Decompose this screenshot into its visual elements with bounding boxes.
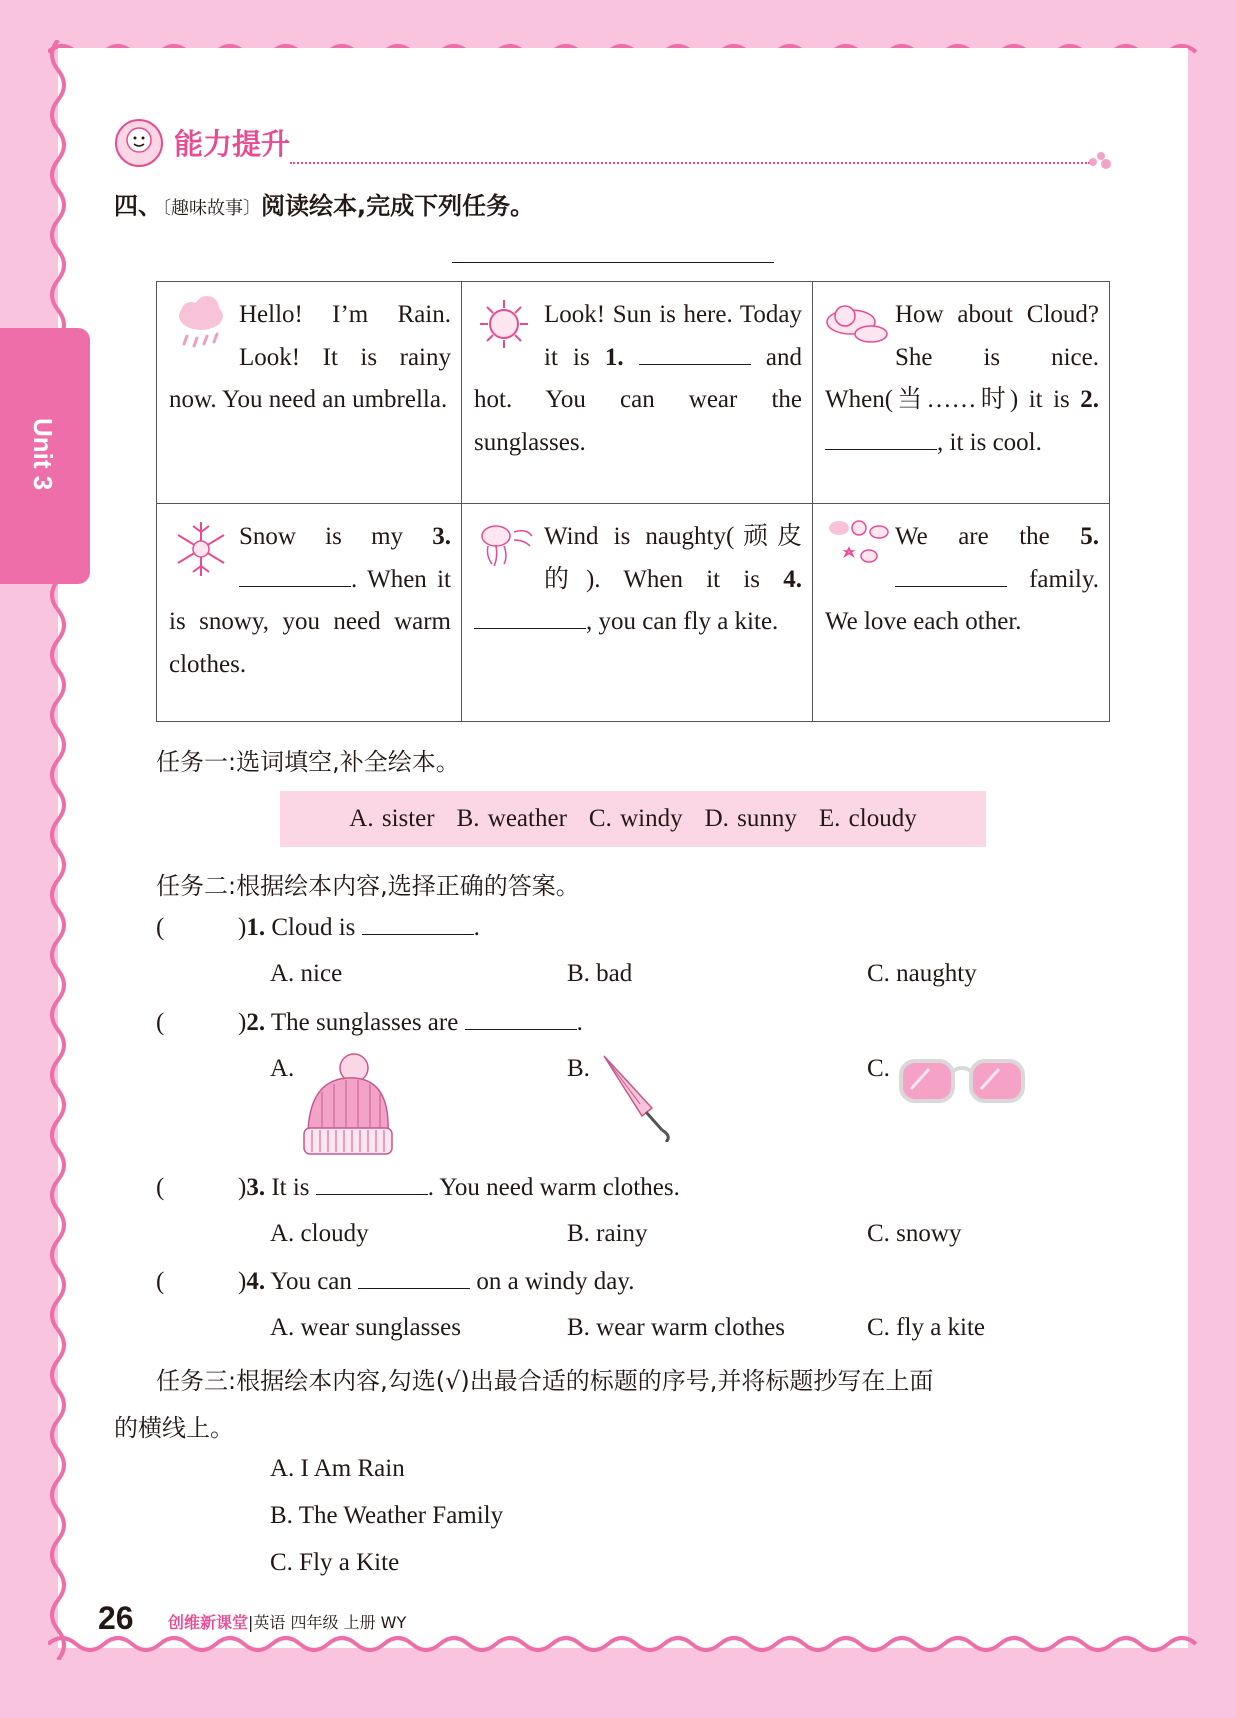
story-text-family-b: family. We love each other.	[825, 565, 1099, 635]
wavy-border-bottom	[48, 1630, 1198, 1658]
question-instruction: 阅读绘本,完成下列任务。	[261, 192, 535, 220]
question-stem-1b: .	[473, 914, 480, 941]
bracket-close-4: )	[238, 1268, 247, 1295]
word-option-e: E. cloudy	[818, 805, 917, 832]
story-cell-wind	[462, 504, 813, 722]
rain-cloud-icon	[169, 294, 233, 360]
unit-tab-label: Unit 3	[28, 418, 58, 491]
q2-option-b[interactable]: B.	[567, 1055, 590, 1082]
task2-title: 任务二:根据绘本内容,选择正确的答案。	[156, 872, 580, 900]
task3-option-b[interactable]: B. The Weather Family	[270, 1502, 504, 1529]
question-number-2: 2.	[246, 1009, 266, 1036]
word-option-c: C. windy	[588, 805, 683, 832]
question-blank-1[interactable]	[362, 912, 474, 935]
question-blank-4[interactable]	[358, 1266, 470, 1289]
answer-bracket-4[interactable]: (	[156, 1268, 165, 1295]
word-option-a: A. sister	[349, 805, 435, 832]
closed-umbrella-icon	[596, 1050, 682, 1142]
footer-details: |英语 四年级 上册 WY	[248, 1613, 407, 1632]
story-text-sun-a: Look! Sun is here. Today it is	[544, 301, 802, 371]
snowflake-icon	[169, 516, 233, 582]
q4-option-a[interactable]: A. wear sunglasses	[270, 1314, 461, 1341]
question-4	[156, 1266, 634, 1296]
q2-option-c[interactable]: C.	[867, 1055, 890, 1082]
story-table	[156, 281, 1110, 722]
question-stem-2a: The sunglasses are	[265, 1009, 465, 1036]
story-text-cloud-a: How about Cloud? She is nice. When(当……时) it is	[825, 301, 1099, 413]
word-bank	[280, 791, 986, 847]
header-divider	[290, 162, 1090, 164]
q4-option-c[interactable]: C. fly a kite	[867, 1314, 986, 1341]
story-text-cloud-b: , it is cool.	[937, 428, 1042, 456]
wavy-border-left	[44, 40, 72, 1660]
question-stem-3a: It is	[265, 1174, 316, 1201]
blank-2[interactable]	[825, 427, 937, 450]
q4-option-b[interactable]: B. wear warm clothes	[567, 1314, 785, 1341]
page-number: 26	[98, 1600, 134, 1636]
bracket-close-1: )	[238, 914, 247, 941]
blank-number-2: 2.	[1080, 386, 1099, 413]
blank-number-3: 3.	[432, 523, 451, 550]
story-cell-snow	[157, 504, 462, 722]
story-text-sun-b: and hot. You can wear the sunglasses.	[474, 343, 802, 456]
blank-3[interactable]	[239, 564, 351, 587]
word-option-d: D. sunny	[704, 805, 797, 832]
question-stem-1a: Cloud is	[265, 914, 362, 941]
q3-option-a[interactable]: A. cloudy	[270, 1220, 369, 1247]
task3-option-c[interactable]: C. Fly a Kite	[270, 1549, 400, 1576]
question-stem-3b: . You need warm clothes.	[427, 1174, 680, 1201]
q3-option-c[interactable]: C. snowy	[867, 1220, 962, 1247]
question-3	[156, 1172, 680, 1202]
footer-brand: 创维新课堂	[168, 1613, 249, 1632]
story-text-snow-b: . When it is snowy, you need warm clothes.	[169, 565, 451, 678]
q3-option-b[interactable]: B. rainy	[567, 1220, 648, 1247]
question-stem-4a: You can	[265, 1268, 359, 1295]
story-text-snow-a: Snow is my	[239, 523, 433, 550]
question-number-1: 1.	[246, 914, 266, 941]
story-cell-cloud	[813, 282, 1110, 504]
story-cell-sun	[462, 282, 813, 504]
q1-option-b[interactable]: B. bad	[567, 960, 633, 987]
task3-title-line2: 的横线上。	[114, 1414, 234, 1442]
story-text-wind-b: , you can fly a kite.	[586, 608, 779, 635]
question-stem-2b: .	[576, 1009, 583, 1036]
blank-1[interactable]	[639, 342, 751, 365]
question-tag: 〔趣味故事〕	[162, 198, 261, 219]
blank-number-5: 5.	[1080, 523, 1099, 550]
footer-info	[168, 1610, 406, 1633]
answer-bracket-3[interactable]: (	[156, 1174, 165, 1201]
question-number-4: 4.	[246, 1268, 266, 1295]
story-text-family-a: We are the	[895, 523, 1081, 550]
task3-title-line1: 任务三:根据绘本内容,勾选(√)出最合适的标题的序号,并将标题抄写在上面	[156, 1367, 934, 1395]
question-1	[156, 912, 480, 942]
decorative-dots-icon	[1088, 150, 1112, 170]
q2-option-a[interactable]: A.	[270, 1055, 295, 1082]
question-stem-4b: on a windy day.	[470, 1268, 635, 1295]
story-text-rain: Hello! I’m Rain. Look! It is rainy now. You need an umbrella.	[169, 301, 451, 413]
q1-option-c[interactable]: C. naughty	[867, 960, 977, 987]
sun-icon	[474, 294, 538, 360]
blank-number-4: 4.	[783, 565, 802, 593]
blank-number-1: 1.	[604, 343, 624, 371]
answer-bracket-1[interactable]: (	[156, 914, 165, 941]
word-option-b: B. weather	[456, 805, 567, 832]
answer-bracket-2[interactable]: (	[156, 1009, 165, 1036]
bracket-close-3: )	[238, 1174, 247, 1201]
bracket-close-2: )	[238, 1009, 247, 1036]
question-blank-2[interactable]	[465, 1007, 577, 1030]
question-title	[114, 186, 534, 221]
knit-hat-icon	[300, 1052, 394, 1158]
story-title-blank[interactable]	[452, 262, 774, 263]
weather-family-icon	[825, 516, 889, 582]
mascot-icon	[114, 118, 164, 168]
blank-4[interactable]	[474, 606, 586, 629]
unit-side-tab	[0, 328, 90, 584]
q1-option-a[interactable]: A. nice	[270, 960, 343, 987]
question-number: 四、	[114, 192, 162, 220]
story-text-wind-a: Wind is naughty(顽皮的). When it is	[544, 523, 802, 593]
story-cell-family	[813, 504, 1110, 722]
question-number-3: 3.	[246, 1174, 266, 1201]
section-title: 能力提升	[174, 127, 291, 161]
task3-option-a[interactable]: A. I Am Rain	[270, 1455, 405, 1482]
question-blank-3[interactable]	[316, 1172, 428, 1195]
wind-icon	[474, 516, 538, 582]
question-2	[156, 1007, 583, 1037]
cloud-icon	[825, 294, 889, 360]
sunglasses-icon	[897, 1055, 1027, 1107]
story-cell-rain	[157, 282, 462, 504]
task1-title: 任务一:选词填空,补全绘本。	[156, 748, 460, 776]
blank-5[interactable]	[895, 564, 1007, 587]
